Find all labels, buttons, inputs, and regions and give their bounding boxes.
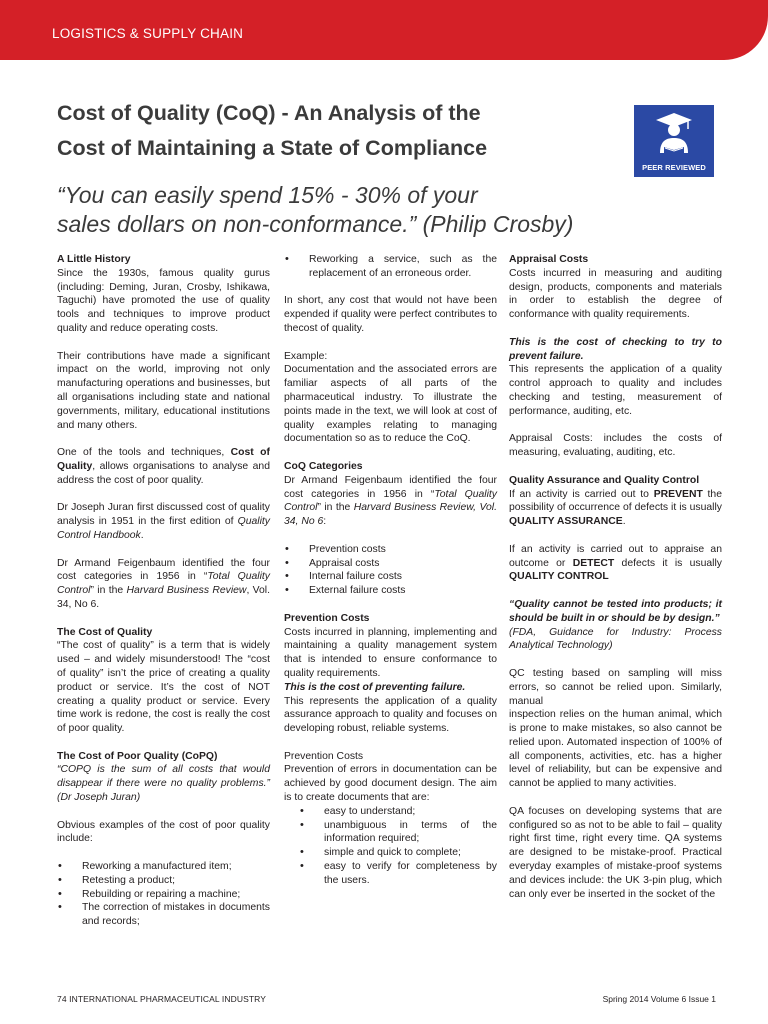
paragraph: Appraisal Costs: includes the costs of measuring, evaluating, auditing, etc. <box>509 433 722 459</box>
list-item: • Retesting a product; <box>57 874 270 888</box>
emphasis-line: This is the cost of checking to try to prevent failure. <box>509 336 722 362</box>
paragraph: This represents the application of a quality assurance approach to quality and focuses on developing robust, reliable systems. <box>284 695 497 735</box>
paragraph: QC testing based on sampling will miss errors, so cannot be relied upon. Similarly, manual <box>509 667 722 707</box>
text-bold: DETECT <box>572 557 615 569</box>
list-item: • simple and quick to complete; <box>284 846 497 860</box>
list-item: • External failure costs <box>284 584 497 598</box>
paragraph: Prevention of errors in documentation can be achieved by good document design. The aim is to create documents that are: <box>284 764 497 804</box>
paragraph: Their contributions have made a significant impact on the world, improving not only manufacturing operations and businesses, but all organisations including state and national governments, military, educational institutions and many others. <box>57 350 270 431</box>
footer-publication: 74 INTERNATIONAL PHARMACEUTICAL INDUSTRY <box>57 994 266 1004</box>
quote-line-2: sales dollars on non-conformance.” (Philip Crosby) <box>57 211 574 237</box>
text-bold: Cost of Quality <box>57 447 270 472</box>
list-item: • Rebuilding or repairing a machine; <box>57 888 270 902</box>
list-item: • unambiguous in terms of the information required; <box>284 819 497 847</box>
column-2 <box>284 253 497 901</box>
text-italic: Total Quality Control <box>284 488 498 514</box>
text: Dr Armand Feigenbaum identified the four cost categories in 1956 in “ <box>284 474 497 500</box>
text: Dr Armand Feigenbaum identified the four cost categories in 1956 in “ <box>57 557 270 583</box>
text: . <box>140 529 144 541</box>
paragraph <box>57 557 270 612</box>
graduate-reader-icon <box>654 111 694 155</box>
paragraph: Obvious examples of the cost of poor quality include: <box>57 819 270 845</box>
cost-categories-list <box>284 543 497 598</box>
quote-line-1: “You can easily spend 15% - 30% of your <box>57 182 478 208</box>
list-item: • easy to understand; <box>284 805 497 819</box>
peer-reviewed-badge <box>634 105 714 177</box>
list-item: • easy to verify for completeness by the users. <box>284 860 497 888</box>
list-item: • Internal failure costs <box>284 570 497 584</box>
paragraph: Since the 1930s, famous quality gurus (including: Deming, Juran, Crosby, Ishikawa, Taguchi) have promoted the use of quality tools and techniques to improve product quality and reduce operating costs. <box>57 267 270 334</box>
paragraph <box>509 488 722 529</box>
poor-quality-examples <box>57 860 270 929</box>
text-italic: “COPQ is the sum of all costs that would disappear if there were no quality problems.” (Dr Joseph Juran) <box>57 764 270 804</box>
example-label: Example: <box>284 350 328 362</box>
text: If an activity is carried out to <box>509 488 654 500</box>
text-italic: Quality Control Handbook <box>57 516 270 541</box>
fda-source <box>509 626 722 654</box>
paragraph: Costs incurred in planning, implementing and maintaining a quality management system that is intended to ensure conformance to quality requirements. <box>284 626 497 679</box>
section-label: LOGISTICS & SUPPLY CHAIN <box>52 26 244 41</box>
paragraph: Documentation and the associated errors are familiar aspects of all parts of the pharmaceutical industry. To illustrate the points made in the text, we will look at cost of quality examples relating to managing documentation so as to reduce the CoQ. <box>284 364 497 445</box>
paragraph <box>57 501 270 542</box>
text: defects it is usually <box>614 557 722 569</box>
heading-qa-qc: Quality Assurance and Quality Control <box>509 474 700 486</box>
column-1 <box>57 253 270 943</box>
section-banner <box>0 0 768 60</box>
list-item: • Reworking a manufactured item; <box>57 860 270 874</box>
column-3 <box>509 253 722 915</box>
text: One of the tools and techniques, <box>57 447 231 459</box>
paragraph: inspection relies on the human animal, which is prone to make mistakes, so also cannot be relied upon. Automated inspection of 100% of all components, activities, etc. has a higher level of reliability, but can be expensive and cannot be applied to many activities. <box>509 709 722 790</box>
text: If an activity is carried out to appraise an outcome or <box>509 543 722 569</box>
text-italic: Harvard Business Review, Vol. 34, No 6 <box>284 502 497 528</box>
text: . <box>622 516 626 528</box>
text-italic: Total Quality Control <box>57 571 271 597</box>
poor-quality-examples-continued <box>284 253 497 281</box>
title-line-1: Cost of Quality (CoQ) - An Analysis of the <box>57 101 481 125</box>
text: : <box>323 516 327 528</box>
text-italic: (FDA, Guidance for Industry: Process Analytical Technology) <box>509 626 722 652</box>
text-bold: QUALITY ASSURANCE <box>509 516 623 528</box>
paragraph: In short, any cost that would not have been expended if quality were perfect contributes to thecost of quality. <box>284 295 497 334</box>
text: ” in the <box>317 502 354 514</box>
paragraph <box>509 543 722 584</box>
text-italic: Harvard Business Review <box>126 585 247 597</box>
list-item: • Appraisal costs <box>284 557 497 571</box>
paragraph <box>284 474 497 529</box>
list-item: • Reworking a service, such as the replacement of an erroneous order. <box>284 253 497 281</box>
paragraph: This represents the application of a quality control approach to quality and includes checking and testing, measurement of performance, auditing, etc. <box>509 364 722 417</box>
text: ” in the <box>90 585 127 597</box>
heading-appraisal-costs: Appraisal Costs <box>509 254 589 265</box>
paragraph: Costs incurred in measuring and auditing design, products, components and materials in order to establish the degree of conformance with quality requirements. <box>509 267 722 321</box>
heading-cost-of-quality: The Cost of Quality <box>57 626 153 638</box>
fda-quote: “Quality cannot be tested into products; it should be built in or should be by design.” <box>509 598 722 624</box>
heading-coq-categories: CoQ Categories <box>284 460 363 472</box>
badge-label: PEER REVIEWED <box>642 163 706 172</box>
text: Dr Joseph Juran first discussed cost of quality analysis in 1951 in the first edition of <box>57 502 270 528</box>
text: the possibility of occurrence of defects it is usually <box>509 488 722 514</box>
text: , Vol. 34, No 6. <box>57 585 271 610</box>
article-title <box>57 96 617 166</box>
juran-quote <box>57 763 270 804</box>
heading-prevention-costs: Prevention Costs <box>284 612 370 624</box>
subheading: Prevention Costs <box>284 750 364 762</box>
text-bold: QUALITY CONTROL <box>509 571 609 583</box>
list-item: • The correction of mistakes in documents and records; <box>57 901 270 929</box>
paragraph: QA focuses on developing systems that are configured so as not to be able to fail – quality right first time, right every time. QA systems are designed to be mistake-proof. Practical everyday examples of mistake-proof systems and devices include: the UK 3-pin plug, which can only ever be inserted in the socket of the <box>509 805 722 900</box>
footer-issue: Spring 2014 Volume 6 Issue 1 <box>602 994 716 1004</box>
text: , allows organisations to analyse and address the cost of poor quality. <box>57 460 270 486</box>
pull-quote <box>57 181 697 239</box>
list-item: • Prevention costs <box>284 543 497 557</box>
title-line-2: Cost of Maintaining a State of Compliance <box>57 136 488 160</box>
document-design-list <box>284 805 497 888</box>
heading-copq: The Cost of Poor Quality (CoPQ) <box>57 750 218 762</box>
heading-little-history: A Little History <box>57 254 131 265</box>
text-bold: PREVENT <box>653 488 703 500</box>
emphasis-line: This is the cost of preventing failure. <box>284 681 466 693</box>
paragraph: “The cost of quality” is a term that is widely used – and widely misunderstood! The “cost of quality” isn’t the price of creating a quality product or service. It’s the cost of NOT creating a quality product or service. Every time work is redone, the cost is really the cost of poor quality. <box>57 640 270 735</box>
paragraph <box>57 446 270 487</box>
